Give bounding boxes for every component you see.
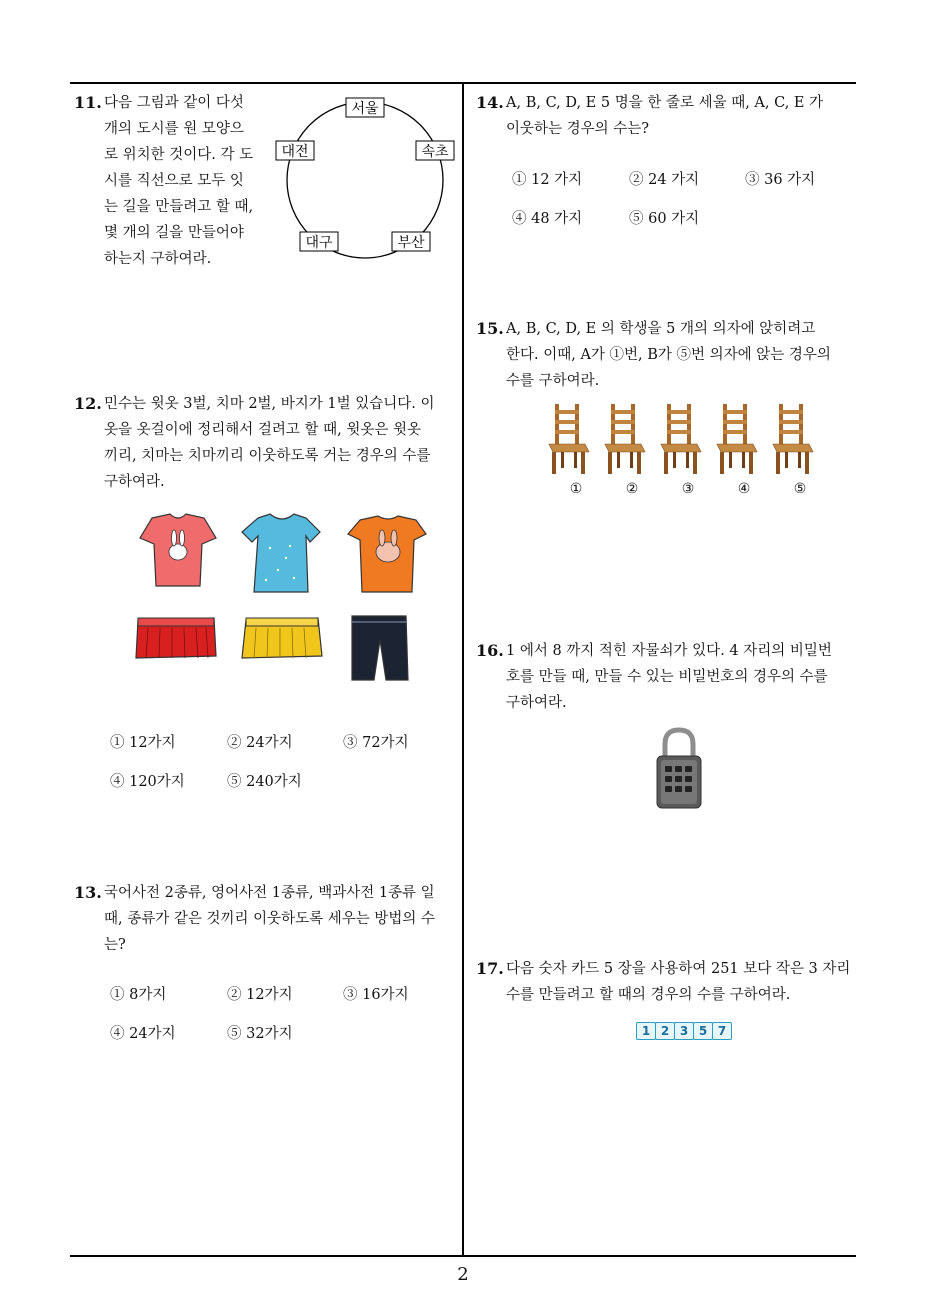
svg-text:대구: 대구 (305, 235, 333, 251)
question-number: 13. (74, 883, 102, 902)
blue-dress-icon (242, 514, 320, 592)
chair-label-5: ⑤ (793, 481, 807, 497)
clothes-illustration (130, 508, 430, 688)
svg-text:속초: 속초 (421, 144, 449, 160)
city-label-daegu (300, 232, 338, 251)
choice-3[interactable]: ③ 16가지 (343, 987, 409, 1003)
question-text: A, B, C, D, E 5 명을 한 줄로 세울 때, A, C, E 가 이웃하는 경우의 수는? (506, 95, 824, 137)
page-number: 2 (457, 1264, 469, 1285)
red-skirt-icon (136, 618, 216, 658)
city-label-daejeon (276, 141, 314, 160)
number-card-2: 2 (655, 1022, 675, 1040)
chair-label-2: ② (625, 481, 639, 497)
svg-text:서울: 서울 (351, 101, 379, 117)
question-number: 16. (476, 641, 504, 660)
question-14 (476, 90, 858, 142)
question-text: 다음 그림과 같이 다섯 개의 도시를 원 모양으 로 위치한 것이다. 각 도 시를 직선으로 모두 잇 는 길을 만들려고 할 때, 몇 개의 길을 만들어야 하는지 구하여라. (104, 95, 254, 267)
choice-1[interactable]: ① 8가지 (110, 987, 167, 1003)
chair-label-1: ① (569, 481, 583, 497)
orange-shirt-icon (348, 516, 426, 592)
question-number: 11. (74, 93, 102, 112)
question-number: 15. (476, 319, 504, 338)
chairs-illustration (545, 404, 825, 476)
number-card-4: 5 (693, 1022, 713, 1040)
question-text: A, B, C, D, E 의 학생을 5 개의 의자에 앉히려고 한다. 이때, A가 ①번, B가 ⑤번 의자에 앉는 경우의 수를 구하여라. (506, 321, 831, 389)
question-number: 12. (74, 394, 102, 413)
question-text: 1 에서 8 까지 적힌 자물쇠가 있다. 4 자리의 비밀번 호를 만들 때, 만들 수 있는 비밀번호의 경우의 수를 구하여라. (506, 643, 832, 711)
svg-text:대전: 대전 (281, 144, 309, 160)
column-divider (462, 82, 464, 1256)
question-15 (476, 316, 858, 394)
city-circle-diagram (270, 92, 460, 267)
question-17 (476, 956, 858, 1008)
question-number: 14. (476, 93, 504, 112)
city-label-busan (392, 232, 430, 251)
chair-icon-5 (773, 404, 813, 474)
chair-icon-3 (661, 404, 701, 474)
choice-4[interactable]: ④ 24가지 (110, 1026, 176, 1042)
question-13 (74, 880, 456, 958)
question-text: 다음 숫자 카드 5 장을 사용하여 251 보다 작은 3 자리 수를 만들려고 할 때의 경우의 수를 구하여라. (506, 961, 851, 1003)
question-text: 민수는 윗옷 3벌, 치마 2벌, 바지가 1벌 있습니다. 이 옷을 옷걸이에 정리해서 걸려고 할 때, 윗옷은 윗옷 끼리, 치마는 치마끼리 이웃하도록 거는 경우의 수를 구하여라. (104, 396, 435, 490)
question-12 (74, 391, 456, 495)
question-11 (74, 90, 264, 272)
number-card-3: 3 (674, 1022, 694, 1040)
choice-2[interactable]: ② 24가지 (227, 735, 293, 751)
padlock-icon (653, 726, 705, 812)
chair-label-3: ③ (681, 481, 695, 497)
svg-text:부산: 부산 (397, 235, 425, 251)
choice-3[interactable]: ③ 72가지 (343, 735, 409, 751)
navy-pants-icon (352, 616, 408, 680)
chair-icon-2 (605, 404, 645, 474)
choice-4[interactable]: ④ 120가지 (110, 774, 185, 790)
chair-label-4: ④ (737, 481, 751, 497)
choice-3[interactable]: ③ 36 가지 (745, 172, 816, 188)
choice-5[interactable]: ⑤ 240가지 (227, 774, 302, 790)
choice-4[interactable]: ④ 48 가지 (512, 211, 583, 227)
choice-5[interactable]: ⑤ 32가지 (227, 1026, 293, 1042)
number-card-5: 7 (712, 1022, 732, 1040)
chair-icon-1 (549, 404, 589, 474)
choice-5[interactable]: ⑤ 60 가지 (629, 211, 700, 227)
choice-1[interactable]: ① 12 가지 (512, 172, 583, 188)
city-label-sokcho (416, 141, 454, 160)
choice-2[interactable]: ② 24 가지 (629, 172, 700, 188)
pink-shirt-icon (140, 514, 216, 586)
number-card-1: 1 (636, 1022, 656, 1040)
choice-1[interactable]: ① 12가지 (110, 735, 176, 751)
question-text: 국어사전 2종류, 영어사전 1종류, 백과사전 1종류 일 때, 종류가 같은 것끼리 이웃하도록 세우는 방법의 수 는? (104, 885, 436, 953)
city-label-seoul (346, 98, 384, 117)
question-16 (476, 638, 858, 716)
question-number: 17. (476, 959, 504, 978)
yellow-skirt-icon (242, 618, 322, 658)
chair-icon-4 (717, 404, 757, 474)
choice-2[interactable]: ② 12가지 (227, 987, 293, 1003)
